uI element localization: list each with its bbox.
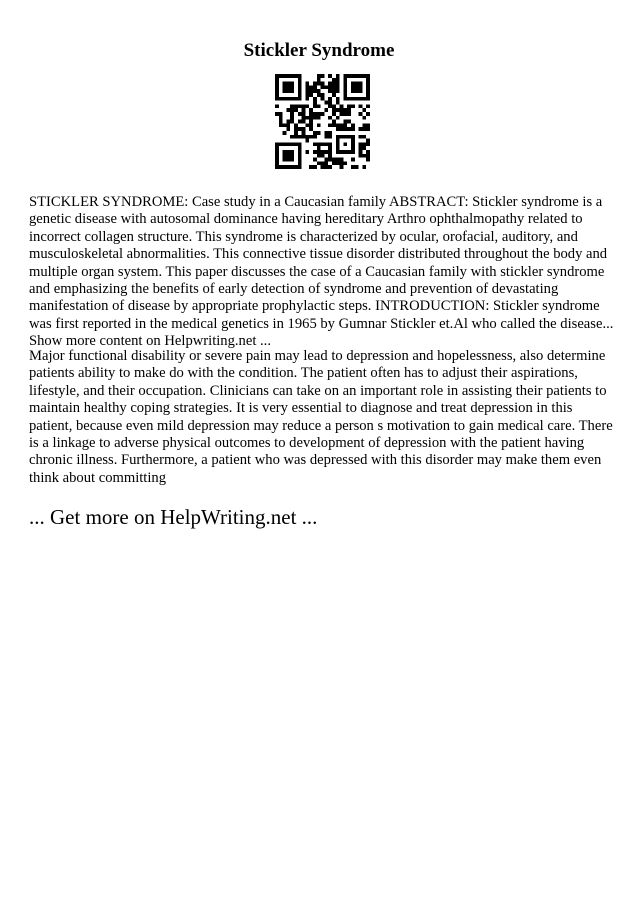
text-line: is a linkage to adverse physical outcomes to development of depression with the patient having	[29, 435, 585, 452]
text-line: musculoskeletal abnormalities. This connective tissue disorder distributed throughout the body and	[29, 246, 608, 263]
text-line: was first reported in the medical genetics in 1965 by Gumnar Stickler et.Al who called the disease...	[29, 315, 614, 332]
text-line: patient, because even mild depression may reduce a person s motivation to gain medical care. There	[29, 417, 613, 434]
text-line: patients ability to make do with the condition. The patient often has to adjust their aspirations,	[29, 365, 578, 382]
text-line: manifestation of disease by appropriate prophylactic steps. INTRODUCTION: Stickler syndrome	[29, 298, 600, 315]
page-title: Stickler Syndrome	[243, 40, 395, 61]
text-line: and emphasizing the benefits of early detection of syndrome and prevention of devastating	[29, 281, 559, 298]
qr-code-icon	[275, 74, 370, 169]
abstract-paragraph	[29, 194, 619, 351]
show-more-link[interactable]: Show more content on Helpwriting.net ...	[29, 333, 271, 350]
text-line: multiple organ system. This paper discusses the case of a Caucasian family with stickler syndrome	[29, 263, 605, 280]
text-line: incorrect collagen structure. This syndrome is characterized by ocular, orofacial, auditory, and	[29, 228, 578, 245]
text-line: think about committing	[29, 469, 167, 486]
text-line: genetic disease with autosomal dominance having hereditary Arthro ophthalmopathy related to	[29, 211, 583, 228]
get-more-link[interactable]: ... Get more on HelpWriting.net ...	[29, 505, 318, 529]
text-line: Major functional disability or severe pain may lead to depression and hopelessness, also determine	[29, 348, 606, 364]
body-paragraph	[29, 348, 619, 487]
text-line: lifestyle, and their occupation. Clinicians can take on an important role in assisting their patients to	[29, 382, 607, 399]
text-line: maintain healthy coping strategies. It is very essential to diagnose and treat depression in this	[29, 400, 573, 417]
text-line: STICKLER SYNDROME: Case study in a Caucasian family ABSTRACT: Stickler syndrome is a	[29, 194, 603, 210]
text-line: chronic illness. Furthermore, a patient who was depressed with this disorder may make them even	[29, 452, 602, 469]
qr-code-graphic	[275, 74, 370, 169]
